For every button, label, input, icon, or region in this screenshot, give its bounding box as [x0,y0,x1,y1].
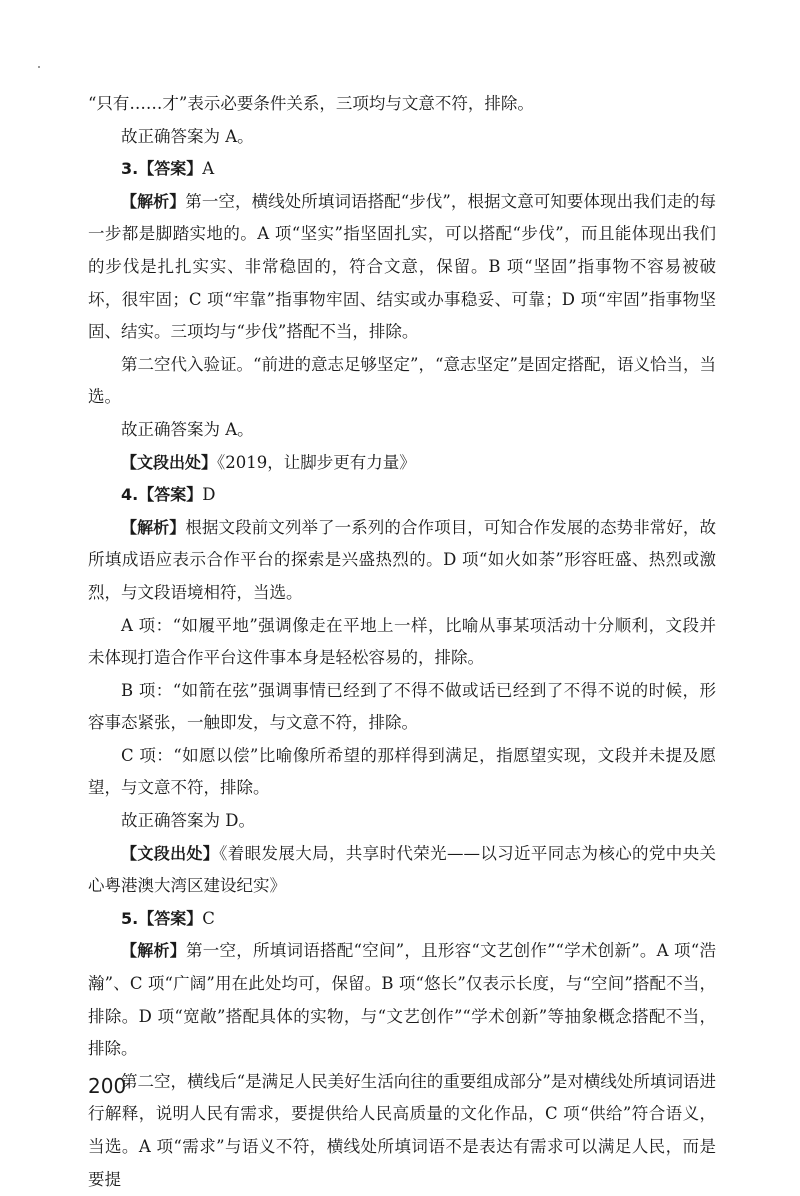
paragraph-text: D [202,485,216,505]
paragraph-text: 《着眼发展大局，共享时代荣光——以习近平同志为核心的党中央关心粤港澳大湾区建设纪实》 [88,843,716,896]
paragraph-text: 故正确答案为 A。 [121,419,254,439]
section-tag: 3.【答案】 [121,159,203,179]
document-body [88,88,716,1196]
section-tag: 【文段出处】 [121,843,220,863]
paragraph-text: 《2019，让脚步更有力量》 [217,452,416,472]
paragraph [88,740,716,805]
paragraph-text: 第一空，所填词语搭配“空间”，且形容“文艺创作”“学术创新”。A 项“浩瀚”、C 项“广阔”用在此处均可，保留。B 项“悠长”仅表示长度，与“空间”搭配不当，排除。D 项“宽敞”搭配具体的实物，与“文艺创作”“学术创新”等抽象概念搭配不当，排除。 [88,941,716,1059]
paragraph [88,186,716,349]
paragraph [88,121,716,154]
paragraph [88,414,716,447]
paragraph-text: 根据文段前文列举了一系列的合作项目，可知合作发展的态势非常好，故所填成语应表示合作平台的探索是兴盛热烈的。D 项“如火如荼”形容旺盛、热烈或激烈，与文段语境相符，当选。 [88,517,716,602]
paragraph [88,479,716,512]
paragraph [88,447,716,480]
paragraph [88,805,716,838]
paragraph [88,935,716,1065]
page-number: 200 [88,1074,127,1098]
margin-mark [38,66,40,68]
paragraph-text: 第二空代入验证。“前进的意志足够坚定”，“意志坚定”是固定搭配，语义恰当，当选。 [88,354,716,407]
paragraph [88,903,716,936]
paragraph-text: “只有……才”表示必要条件关系，三项均与文意不符，排除。 [88,94,534,113]
section-tag: 4.【答案】 [121,485,203,505]
paragraph [88,512,716,610]
section-tag: 5.【答案】 [121,908,203,928]
paragraph-text: B 项：“如箭在弦”强调事情已经到了不得不做或话已经到了不得不说的时候，形容事态紧张，一触即发，与文意不符，排除。 [88,680,716,733]
paragraph [88,838,716,903]
paragraph [88,88,716,121]
paragraph [88,675,716,740]
paragraph [88,1066,716,1196]
section-tag: 【文段出处】 [121,452,218,472]
paragraph-text: 故正确答案为 A。 [121,126,254,146]
paragraph [88,349,716,414]
paragraph [88,153,716,186]
paragraph [88,610,716,675]
paragraph-text: 第一空，横线处所填词语搭配“步伐”，根据文意可知要体现出我们走的每一步都是脚踏实地的。A 项“坚实”指坚固扎实，可以搭配“步伐”，而且能体现出我们的步伐是扎扎实实、非常稳固的，符合文意，保留。B 项“坚固”指事物不容易被破坏，很牢固；C 项“牢靠”指事物牢固、结实或办事稳妥、可靠；D 项“牢固”指事物坚固、结实。三项均与“步伐”搭配不当，排除。 [88,191,716,342]
paragraph-text: C 项：“如愿以偿”比喻像所希望的那样得到满足，指愿望实现，文段并未提及愿望，与文意不符，排除。 [88,745,716,798]
paragraph-text: A [202,159,215,179]
paragraph-text: C [202,908,215,928]
section-tag: 【解析】 [121,941,187,961]
section-tag: 【解析】 [121,517,186,537]
paragraph-text: 故正确答案为 D。 [121,811,255,831]
paragraph-text: 第二空，横线后“是满足人民美好生活向往的重要组成部分”是对横线处所填词语进行解释，说明人民有需求，要提供给人民高质量的文化作品，C 项“供给”符合语义，当选。A 项“需求”与语义不符，横线处所填词语不是表达有需求可以满足人民，而是要提 [88,1071,716,1189]
section-tag: 【解析】 [121,191,186,211]
paragraph-text: A 项：“如履平地”强调像走在平地上一样，比喻从事某项活动十分顺利，文段并未体现打造合作平台这件事本身是轻松容易的，排除。 [88,615,716,668]
